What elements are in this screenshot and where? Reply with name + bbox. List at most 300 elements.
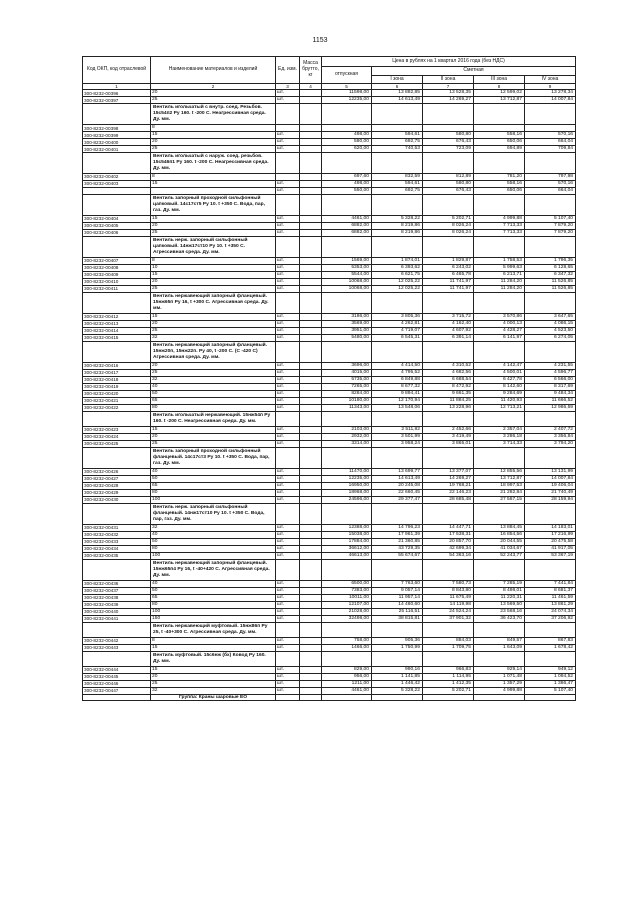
item-name: 65 [151, 398, 276, 405]
section-row [83, 153, 576, 174]
price-wholesale: 758,00 [322, 637, 372, 644]
item-unit: шт. [276, 545, 300, 552]
item-unit: шт. [276, 673, 300, 680]
price-zone-3: 558,16 [474, 181, 525, 188]
section-row [83, 342, 576, 363]
price-wholesale: 4015,00 [322, 370, 372, 377]
section-empty-cell [372, 694, 423, 701]
price-wholesale: 12107,00 [322, 601, 372, 608]
price-wholesale: 8284,00 [322, 391, 372, 398]
item-code: 300-8232-00428 [83, 482, 151, 489]
section-empty-cell [322, 622, 372, 637]
price-zone-3: 4 428,27 [474, 328, 525, 335]
item-code: 300-8232-00406 [83, 230, 151, 237]
price-wholesale: 3569,00 [322, 321, 372, 328]
price-zone-3: 3 286,18 [474, 433, 525, 440]
price-zone-1: 8 219,86 [372, 230, 423, 237]
price-zone-3: 13 712,87 [474, 97, 525, 104]
price-wholesale: 550,00 [322, 188, 372, 195]
section-code-cell [83, 559, 151, 580]
header-zone-1: I зона [372, 76, 423, 84]
price-zone-4: 570,16 [525, 181, 576, 188]
price-zone-3: 1 071,48 [474, 673, 525, 680]
section-heading: Вентиль игольчатый с наруж. соед. резьбов. 15с546п1 Ру 160. t -200 С. Неагрессивная среда. Ду. мм. [151, 153, 276, 174]
price-wholesale: 498,00 [322, 132, 372, 139]
table-row [83, 489, 576, 496]
item-unit: шт. [276, 391, 300, 398]
section-code-cell [83, 342, 151, 363]
item-name: 100 [151, 552, 276, 559]
item-unit: шт. [276, 531, 300, 538]
price-zone-3: 650,06 [474, 188, 525, 195]
price-zone-4: 1 678,42 [525, 644, 576, 651]
section-empty-cell [300, 694, 322, 701]
section-empty-cell [423, 447, 474, 468]
item-name: 20 [151, 279, 276, 286]
item-unit: шт. [276, 594, 300, 601]
section-empty-cell [276, 342, 300, 363]
section-empty-cell [474, 293, 525, 314]
section-heading: Вентиль запорный проходной сильфонный цапковый. 14с17ст5 Ру 10. t +350 С. Вода, пар, газ. Ду. мм. [151, 195, 276, 216]
price-zone-4: 6 347,32 [525, 272, 576, 279]
item-mass [300, 426, 322, 433]
item-name: 100 [151, 608, 276, 615]
price-zone-2: 4 682,56 [423, 370, 474, 377]
section-empty-cell [276, 293, 300, 314]
item-mass [300, 132, 322, 139]
section-code-cell [83, 651, 151, 666]
table-row [83, 139, 576, 146]
item-code: 300-8232-00416 [83, 363, 151, 370]
item-mass [300, 384, 322, 391]
item-mass [300, 125, 322, 132]
table-row [83, 545, 576, 552]
price-zone-2: 13 528,35 [423, 90, 474, 97]
header-price-group: Цена в рублях на 1 квартал 2016 года (без НДС) [322, 57, 576, 67]
price-zone-2: 3 865,01 [423, 440, 474, 447]
price-zone-3: 52 243,77 [474, 552, 525, 559]
price-zone-3: 7 713,33 [474, 230, 525, 237]
section-heading: Вентиль игольчатый нержавеющий. 15нж54п Ру 160. t -200 С. Неагрессивная среда. Ду. мм. [151, 412, 276, 427]
item-mass [300, 391, 322, 398]
item-name: 40 [151, 580, 276, 587]
price-zone-4: 3 356,84 [525, 433, 576, 440]
item-mass [300, 587, 322, 594]
price-zone-3: 781,20 [474, 174, 525, 181]
price-zone-4: 37 206,92 [525, 615, 576, 622]
item-name: 25 [151, 680, 276, 687]
section-code-cell [83, 694, 151, 701]
price-zone-3: 11 420,93 [474, 398, 525, 405]
section-empty-cell [276, 412, 300, 427]
item-name: 50 [151, 587, 276, 594]
price-zone-4: 11 666,52 [525, 398, 576, 405]
price-zone-1: 4 719,07 [372, 328, 423, 335]
price-zone-4: 8 317,69 [525, 384, 576, 391]
section-empty-cell [423, 559, 474, 580]
price-wholesale: 11343,00 [322, 405, 372, 412]
item-code: 300-8232-00435 [83, 552, 151, 559]
price-zone-3: 13 712,87 [474, 475, 525, 482]
item-name: 25 [151, 97, 276, 104]
item-code: 300-8232-00447 [83, 687, 151, 694]
section-empty-cell [525, 412, 576, 427]
price-zone-1: 13 882,85 [372, 90, 423, 97]
item-name: 65 [151, 482, 276, 489]
price-zone-1: 12 170,94 [372, 398, 423, 405]
item-unit: шт. [276, 615, 300, 622]
price-wholesale: 10068,00 [322, 279, 372, 286]
header-zone-2: II зона [423, 76, 474, 84]
item-code: 300-8232-00396 [83, 90, 151, 97]
price-zone-1: 832,59 [372, 174, 423, 181]
item-code: 300-8232-00417 [83, 370, 151, 377]
table-row [83, 265, 576, 272]
price-zone-2: 17 538,31 [423, 531, 474, 538]
price-zone-4: 11 526,85 [525, 279, 576, 286]
section-code-cell [83, 412, 151, 427]
section-empty-cell [276, 503, 300, 524]
item-code: 300-8232-00403 [83, 181, 151, 188]
column-number: 9 [525, 84, 576, 90]
section-empty-cell [474, 503, 525, 524]
price-zone-3: 4 142,47 [474, 363, 525, 370]
section-empty-cell [372, 293, 423, 314]
section-empty-cell [474, 559, 525, 580]
section-heading: Вентиль муфтовый. 15с6нж (бх) Ковод Ру 160. Ду. мм. [151, 651, 276, 666]
section-empty-cell [423, 237, 474, 258]
price-zone-2: 6 391,14 [423, 335, 474, 342]
price-wholesale: 17884,00 [322, 538, 372, 545]
item-mass [300, 279, 322, 286]
table-row [83, 615, 576, 622]
section-empty-cell [474, 153, 525, 174]
item-name: 50 [151, 391, 276, 398]
item-code: 300-8232-00414 [83, 328, 151, 335]
price-zone-4: 1 796,35 [525, 258, 576, 265]
section-code-cell [83, 447, 151, 468]
section-empty-cell [300, 237, 322, 258]
price-zone-4: 13 131,99 [525, 468, 576, 475]
table-row [83, 531, 576, 538]
item-unit: шт. [276, 482, 300, 489]
price-zone-3: 3 714,33 [474, 440, 525, 447]
price-wholesale: 5480,00 [322, 335, 372, 342]
section-row [83, 237, 576, 258]
price-zone-1: 6 849,88 [372, 377, 423, 384]
price-zone-1: 3 958,24 [372, 440, 423, 447]
section-row [83, 195, 576, 216]
item-unit: шт. [276, 608, 300, 615]
price-zone-3: 4 999,88 [474, 687, 525, 694]
section-empty-cell [474, 694, 525, 701]
item-unit: шт. [276, 398, 300, 405]
price-zone-3: 694,89 [474, 146, 525, 153]
price-zone-3: 20 044,55 [474, 538, 525, 545]
section-row [83, 104, 576, 125]
section-empty-cell [322, 237, 372, 258]
item-mass [300, 321, 322, 328]
item-mass [300, 377, 322, 384]
item-name: 20 [151, 139, 276, 146]
price-wholesale: 5735,00 [322, 377, 372, 384]
price-zone-1: 3 805,36 [372, 314, 423, 321]
price-zone-1: 29 377,47 [372, 496, 423, 503]
item-unit: шт. [276, 279, 300, 286]
price-zone-2: 884,03 [423, 637, 474, 644]
item-unit: шт. [276, 524, 300, 531]
item-mass [300, 531, 322, 538]
price-zone-3 [474, 125, 525, 132]
item-unit: шт. [276, 132, 300, 139]
price-zone-2: 676,43 [423, 188, 474, 195]
table-row [83, 608, 576, 615]
price-wholesale: 2103,00 [322, 426, 372, 433]
price-zone-3: 5 999,63 [474, 265, 525, 272]
section-empty-cell [423, 153, 474, 174]
price-wholesale: 4461,00 [322, 216, 372, 223]
price-zone-1: 1 750,99 [372, 644, 423, 651]
item-mass [300, 328, 322, 335]
section-empty-cell [423, 293, 474, 314]
item-unit: шт. [276, 644, 300, 651]
item-unit: шт. [276, 139, 300, 146]
header-wholesale: отпускная [322, 67, 372, 84]
price-wholesale: 3951,00 [322, 328, 372, 335]
item-code: 300-8232-00401 [83, 146, 151, 153]
item-name: 20 [151, 90, 276, 97]
item-unit: шт. [276, 538, 300, 545]
price-zone-4: 2 407,72 [525, 426, 576, 433]
section-empty-cell [525, 447, 576, 468]
price-zone-1: 21 360,85 [372, 538, 423, 545]
item-name: 80 [151, 601, 276, 608]
price-zone-1: 2 511,82 [372, 426, 423, 433]
price-zone-4: 4 231,55 [525, 363, 576, 370]
price-zone-4: 8 681,37 [525, 587, 576, 594]
column-number: 4 [300, 84, 322, 90]
price-zone-4: 11 461,59 [525, 594, 576, 601]
price-wholesale: 5544,00 [322, 272, 372, 279]
price-zone-2: 37 901,32 [423, 615, 474, 622]
section-row [83, 622, 576, 637]
section-empty-cell [276, 559, 300, 580]
table-row [83, 398, 576, 405]
item-code: 300-8232-00398 [83, 125, 151, 132]
section-empty-cell [372, 342, 423, 363]
price-zone-2: 19 768,21 [423, 482, 474, 489]
section-empty-cell [423, 503, 474, 524]
item-mass [300, 580, 322, 587]
item-unit: шт. [276, 223, 300, 230]
section-empty-cell [372, 195, 423, 216]
section-empty-cell [300, 651, 322, 666]
price-zone-1: 594,61 [372, 132, 423, 139]
item-mass [300, 223, 322, 230]
item-unit [276, 174, 300, 181]
section-empty-cell [322, 559, 372, 580]
item-code: 300-8232-00402 [83, 174, 151, 181]
price-zone-3: 21 282,84 [474, 489, 525, 496]
item-name: 80 [151, 545, 276, 552]
item-unit: шт. [276, 666, 300, 673]
price-zone-4: 17 216,99 [525, 531, 576, 538]
item-unit: шт. [276, 216, 300, 223]
table-row [83, 125, 576, 132]
price-zone-1: 1 874,01 [372, 258, 423, 265]
column-number: 2 [151, 84, 276, 90]
item-unit: шт. [276, 188, 300, 195]
price-zone-3: 13 569,50 [474, 601, 525, 608]
price-zone-1: 6 545,31 [372, 335, 423, 342]
price-zone-2: 8 026,24 [423, 230, 474, 237]
price-zone-4: 12 986,59 [525, 405, 576, 412]
price-zone-1: 5 328,22 [372, 216, 423, 223]
item-code: 300-8232-00437 [83, 587, 151, 594]
section-empty-cell [276, 651, 300, 666]
table-row [83, 377, 576, 384]
price-zone-4: 7 441,84 [525, 580, 576, 587]
item-mass [300, 496, 322, 503]
table-row [83, 496, 576, 503]
section-empty-cell [322, 651, 372, 666]
price-zone-3: 12 599,02 [474, 90, 525, 97]
table-row [83, 687, 576, 694]
price-zone-2: 5 202,71 [423, 687, 474, 694]
price-zone-1: 4 262,81 [372, 321, 423, 328]
section-empty-cell [300, 447, 322, 468]
item-mass [300, 363, 322, 370]
item-unit: шт. [276, 265, 300, 272]
item-name: 40 [151, 468, 276, 475]
item-code: 300-8232-00441 [83, 615, 151, 622]
price-zone-2: 1 829,87 [423, 258, 474, 265]
item-unit: шт. [276, 328, 300, 335]
item-mass [300, 552, 322, 559]
table-row [83, 580, 576, 587]
table-body [83, 90, 576, 701]
item-code: 300-8232-00409 [83, 272, 151, 279]
section-empty-cell [322, 195, 372, 216]
section-empty-cell [276, 237, 300, 258]
item-code: 300-8232-00412 [83, 314, 151, 321]
price-zone-4: 4 596,77 [525, 370, 576, 377]
price-zone-3: 18 997,53 [474, 482, 525, 489]
table-row [83, 468, 576, 475]
table-row [83, 482, 576, 489]
section-empty-cell [474, 195, 525, 216]
price-zone-1: 43 729,35 [372, 545, 423, 552]
section-code-cell [83, 195, 151, 216]
price-zone-2: 3 715,72 [423, 314, 474, 321]
section-empty-cell [474, 447, 525, 468]
item-mass [300, 335, 322, 342]
item-unit: шт. [276, 384, 300, 391]
table-row [83, 601, 576, 608]
price-zone-3: 3 570,86 [474, 314, 525, 321]
section-empty-cell [276, 447, 300, 468]
item-mass [300, 673, 322, 680]
item-code: 300-8232-00431 [83, 524, 151, 531]
price-wholesale: 36612,00 [322, 545, 372, 552]
section-heading: Вентиль нержавеющий муфтовый. 15нж86п Ру 25, t -40+300 С. Агрессивная среда. Ду. мм. [151, 622, 276, 637]
price-wholesale: 498,00 [322, 181, 372, 188]
item-code: 300-8232-00432 [83, 531, 151, 538]
section-empty-cell [372, 237, 423, 258]
section-heading: Вентиль нерж. запорный сильфонный фланцевый. 14нж17ст10 Ру 10. t +350 С. Вода, пар, газ. Ду. мм. [151, 503, 276, 524]
table-row [83, 637, 576, 644]
item-unit: шт. [276, 687, 300, 694]
price-zone-4: 6 566,00 [525, 377, 576, 384]
column-number: 6 [372, 84, 423, 90]
table-row [83, 524, 576, 531]
price-zone-2: 20 857,70 [423, 538, 474, 545]
price-zone-1: 14 613,49 [372, 97, 423, 104]
table-row [83, 594, 576, 601]
item-name: 20 [151, 223, 276, 230]
table-row [83, 314, 576, 321]
item-unit: шт. [276, 433, 300, 440]
price-zone-1: 12 025,22 [372, 279, 423, 286]
table-row [83, 405, 576, 412]
price-wholesale: 12235,00 [322, 475, 372, 482]
section-empty-cell [276, 104, 300, 125]
item-code: 300-8232-00399 [83, 132, 151, 139]
section-code-cell [83, 104, 151, 125]
price-wholesale: 21028,00 [322, 608, 372, 615]
item-code: 300-8232-00408 [83, 265, 151, 272]
item-name: 32 [151, 524, 276, 531]
price-wholesale: 956,00 [322, 673, 372, 680]
price-zone-3: 12 855,56 [474, 468, 525, 475]
section-empty-cell [322, 503, 372, 524]
item-code: 300-8232-00445 [83, 673, 151, 680]
price-zone-4: 1 386,47 [525, 680, 576, 687]
price-wholesale: 3186,00 [322, 314, 372, 321]
item-code: 300-8232-00425 [83, 440, 151, 447]
table-row [83, 644, 576, 651]
price-wholesale: 10180,00 [322, 398, 372, 405]
table-row [83, 279, 576, 286]
price-wholesale: 1466,00 [322, 644, 372, 651]
section-row [83, 651, 576, 666]
price-zone-4: 4 086,15 [525, 321, 576, 328]
table-row [83, 666, 576, 673]
item-unit: шт. [276, 405, 300, 412]
price-zone-2: 5 202,71 [423, 216, 474, 223]
table-row [83, 363, 576, 370]
section-empty-cell [322, 153, 372, 174]
item-code: 300-8232-00421 [83, 398, 151, 405]
header-zone-3: III зона [474, 76, 525, 84]
item-code: 300-8232-00410 [83, 279, 151, 286]
price-zone-1: 692,75 [372, 139, 423, 146]
price-zone-1: 38 815,81 [372, 615, 423, 622]
price-wholesale: 18968,00 [322, 489, 372, 496]
item-code: 300-8232-00436 [83, 580, 151, 587]
price-zone-4: 20 475,58 [525, 538, 576, 545]
item-mass [300, 687, 322, 694]
price-zone-4: 664,04 [525, 139, 576, 146]
item-code: 300-8232-00424 [83, 433, 151, 440]
price-zone-4: 867,83 [525, 637, 576, 644]
item-mass [300, 489, 322, 496]
item-mass [300, 286, 322, 293]
table-row [83, 370, 576, 377]
price-zone-2: 6 688,54 [423, 377, 474, 384]
section-empty-cell [322, 412, 372, 427]
item-mass [300, 482, 322, 489]
